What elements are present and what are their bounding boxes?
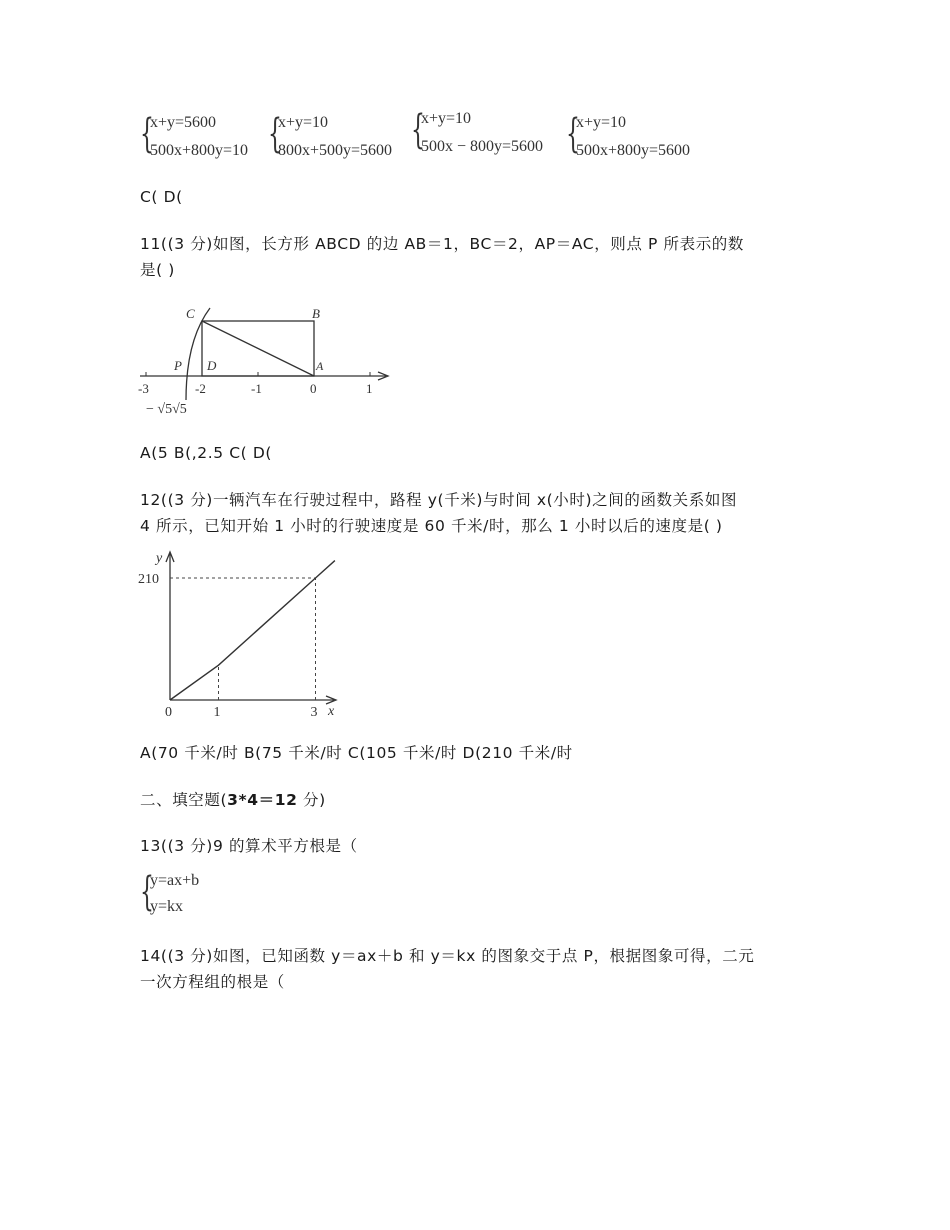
x-tick-label: 0 <box>165 705 172 720</box>
brace-icon: { <box>140 111 154 157</box>
brace-icon: { <box>268 111 282 157</box>
tick-label: -1 <box>251 381 262 396</box>
equation-2: y=kx <box>150 898 184 915</box>
section-2-suffix: 分) <box>297 791 326 809</box>
tick-label: 1 <box>366 381 373 396</box>
tick-label: -2 <box>195 381 206 396</box>
section-2-prefix: 二、填空题( <box>140 791 228 809</box>
q10-system-c <box>411 107 563 162</box>
q13-text: 13((3 分)9 的算术平方根是（ <box>140 837 358 855</box>
label-p: P <box>174 358 182 373</box>
x-axis-label: x <box>328 704 335 719</box>
label-b: B <box>312 306 320 321</box>
x-tick-label: 1 <box>213 705 221 720</box>
q14-text-line-1: 14((3 分)如图，已知函数 y＝ax＋b 和 y＝kx 的图象交于点 P，根据图象可得，二元 <box>140 947 755 965</box>
sqrt-label: − √5√5 <box>146 402 187 417</box>
q10-options: C( D( <box>140 188 183 206</box>
brace-icon: { <box>140 869 154 915</box>
equation-2: 500x − 800y=5600 <box>421 138 544 155</box>
q11-text-line-1: 11((3 分)如图，长方形 ABCD 的边 AB＝1，BC＝2，AP＝AC，则点 P 所表示的数 <box>140 235 745 253</box>
equation-2: 500x+800y=5600 <box>576 142 691 159</box>
q14-text-line-2: 一次方程组的根是（ <box>140 973 285 991</box>
tick-label: -3 <box>138 381 149 396</box>
q10-system-b <box>268 111 408 166</box>
y-tick-label: 210 <box>138 572 159 587</box>
q10-system-a <box>140 111 265 166</box>
label-a: A <box>316 359 324 373</box>
q12-chart <box>136 548 346 723</box>
q12-text-line-2: 4 所示，已知开始 1 小时的行驶速度是 60 千米/时，那么 1 小时以后的速度是( ) <box>140 517 723 535</box>
q12-options: A(70 千米/时 B(75 千米/时 C(105 千米/时 D(210 千米/时 <box>140 744 573 762</box>
label-c: C <box>186 306 195 321</box>
tick-label: 0 <box>310 381 317 396</box>
q11-options: A(5 B(,2.5 C( D( <box>140 444 273 462</box>
section-2-title <box>140 788 326 812</box>
equation-2: 500x+800y=10 <box>150 142 249 159</box>
equation-1: x+y=5600 <box>150 114 217 131</box>
equation-1: x+y=10 <box>576 114 627 131</box>
section-2-bold: 3*4＝12 <box>227 791 298 809</box>
q11-text-line-2: 是( ) <box>140 261 175 279</box>
label-d: D <box>207 358 217 373</box>
q14-system <box>140 869 230 924</box>
equation-1: y=ax+b <box>150 872 200 889</box>
brace-icon: { <box>566 111 580 157</box>
y-axis-label: y <box>156 551 163 566</box>
brace-icon: { <box>411 107 425 153</box>
diagonal-ac <box>202 321 314 376</box>
equation-1: x+y=10 <box>278 114 329 131</box>
equation-2: 800x+500y=5600 <box>278 142 393 159</box>
equation-1: x+y=10 <box>421 110 472 127</box>
series-line <box>170 561 335 700</box>
x-tick-label: 3 <box>310 705 318 720</box>
q10-system-d <box>566 111 711 166</box>
q11-figure <box>138 300 393 420</box>
q12-text-line-1: 12((3 分)一辆汽车在行驶过程中，路程 y(千米)与时间 x(小时)之间的函数关系如图 <box>140 491 738 509</box>
